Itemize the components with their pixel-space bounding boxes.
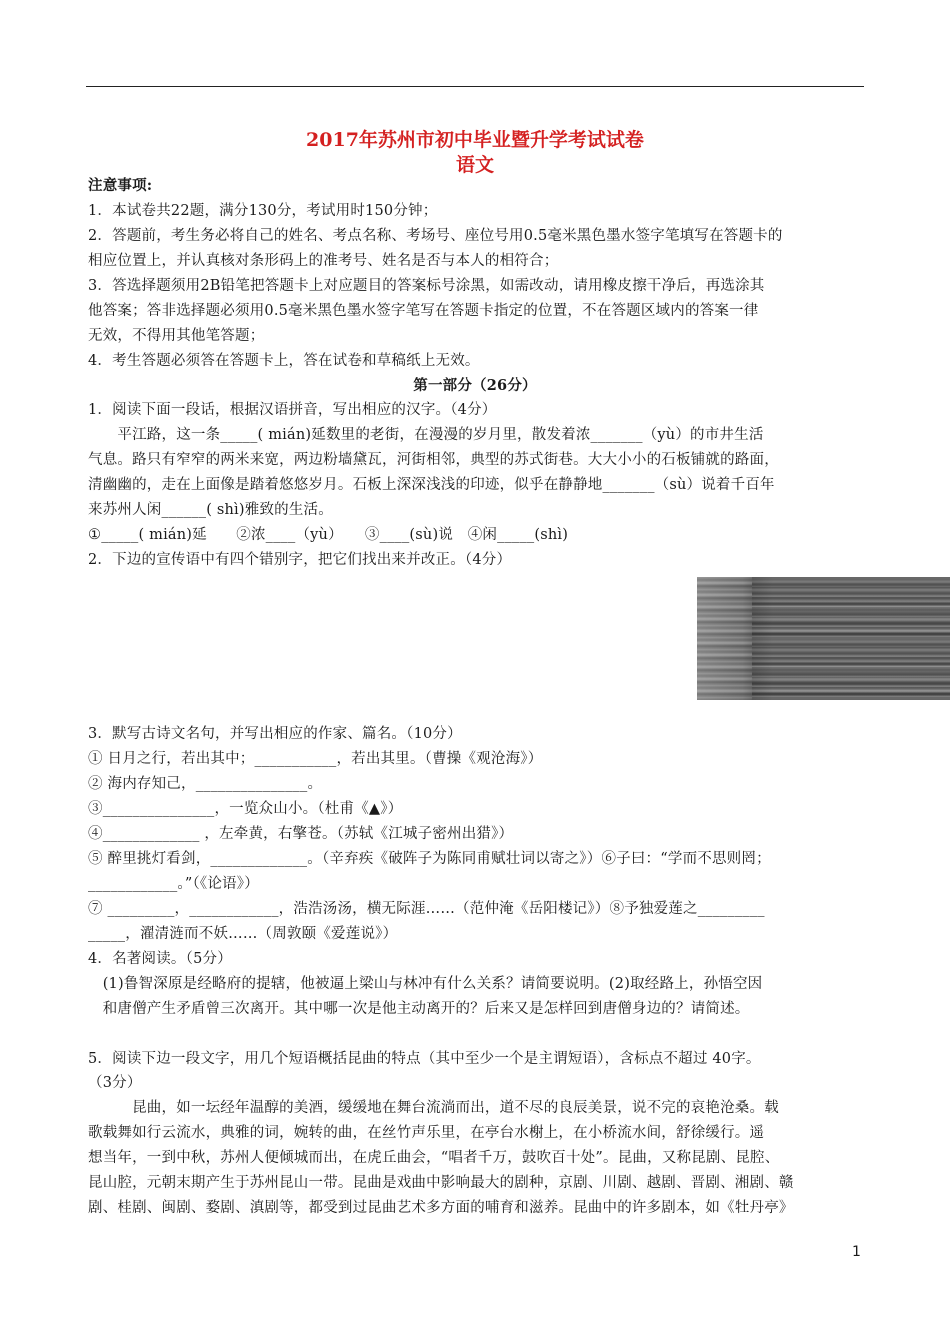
part1-heading: 第一部分（26分） bbox=[413, 377, 537, 394]
question-line: ④_____________ ，左牵黄，右擎苍。（苏轼《江城子密州出猎》） bbox=[88, 826, 514, 842]
question-line: ⑦ _________，____________，浩浩汤汤，横无际涯……（范仲淹《岳阳楼记》）⑧予独爱莲之_________ bbox=[88, 901, 765, 917]
notice-line: 无效，不得用其他笔答题； bbox=[88, 328, 265, 344]
notice-line: 他答案；答非选择题必须用0.5毫米黑色墨水签字笔写在答题卡指定的位置，不在答题区域内的答案一律 bbox=[88, 303, 759, 319]
question-line: 1．阅读下面一段话，根据汉语拼音，写出相应的汉字。（4分） bbox=[88, 402, 497, 418]
question-line: _____，濯清涟而不妖……（周敦颐《爱莲说》） bbox=[88, 926, 398, 942]
notice-line: 4．考生答题必须答在答题卡上，答在试卷和草稿纸上无效。 bbox=[88, 353, 480, 369]
question-line: ③_______________，一览众山小。（杜甫《▲》） bbox=[88, 801, 403, 817]
notice-heading: 注意事项: bbox=[88, 177, 153, 194]
passage-line: 昆山腔，元朝末期产生于苏州昆山一带。昆曲是戏曲中影响最大的剧种，京剧、川剧、越剧、晋剧、湘剧、赣 bbox=[88, 1175, 794, 1191]
question-line: ____________。”（《论语》） bbox=[88, 876, 259, 892]
page-number: 1 bbox=[852, 1244, 861, 1260]
question-line: 3．默写古诗文名句，并写出相应的作家、篇名。（10分） bbox=[88, 726, 462, 742]
header-rule bbox=[86, 86, 864, 87]
question-line: 5．阅读下边一段文字，用几个短语概括昆曲的特点（其中至少一个是主谓短语），含标点不超过 40字。 bbox=[88, 1051, 761, 1067]
question-line: ⑤ 醉里挑灯看剑，_____________。（辛弃疾《破阵子为陈同甫赋壮词以寄之》）⑥子曰：“学而不思则罔； bbox=[88, 851, 771, 867]
passage-line: 昆曲，如一坛经年温醇的美酒，缓缓地在舞台流淌而出，道不尽的良辰美景，说不完的哀艳沧桑。载 bbox=[88, 1100, 779, 1116]
exam-subject: 语文 bbox=[455, 154, 494, 176]
question-line: ① 日月之行，若出其中；___________，若出其里。（曹操《观沧海》） bbox=[88, 751, 543, 767]
question-line: ② 海内存知己，_______________。 bbox=[88, 776, 323, 792]
question-line: 和唐僧产生矛盾曾三次离开。其中哪一次是他主动离开的？后来又是怎样回到唐僧身边的？请简述。 bbox=[88, 1001, 750, 1017]
passage-line: 剧、桂剧、闽剧、婺剧、滇剧等，都受到过昆曲艺术多方面的哺育和滋养。昆曲中的许多剧本，如《牡丹亭》 bbox=[88, 1200, 794, 1216]
notice-line: 相应位置上，并认真核对条形码上的准考号、姓名是否与本人的相符合； bbox=[88, 253, 559, 269]
question-line: ①_____( mián)延 ②浓____（yù） ③____(sù)说 ④闲_____(shì) bbox=[88, 527, 569, 543]
question-line: 气息。路只有窄窄的两米来宽，两边粉墙黛瓦，河街相邻，典型的苏式街巷。大大小小的石板铺就的路面， bbox=[88, 452, 779, 468]
notice-line: 1．本试卷共22题，满分130分，考试用时150分钟； bbox=[88, 203, 438, 219]
question-line: （3分） bbox=[88, 1075, 142, 1091]
notice-line: 3．答选择题须用2B铅笔把答题卡上对应题目的答案标号涂黑，如需改动，请用橡皮擦干净后，再选涂其 bbox=[88, 278, 765, 294]
question-line: 4．名著阅读。（5分） bbox=[88, 951, 232, 967]
question-line: (1)鲁智深原是经略府的提辖，他被逼上梁山与林冲有什么关系？请简要说明。(2)取经路上，孙悟空因 bbox=[88, 976, 763, 992]
exam-title: 2017年苏州市初中毕业暨升学考试试卷 bbox=[306, 129, 644, 151]
passage-line: 想当年，一到中秋，苏州人便倾城而出，在虎丘曲会，“唱者千万，鼓吹百十处”。昆曲，又称昆剧、昆腔、 bbox=[88, 1150, 780, 1166]
question-line: 清幽幽的，走在上面像是踏着悠悠岁月。石板上深深浅浅的印迹，似乎在静静地_______（sù）说着千百年 bbox=[88, 477, 775, 493]
question-line: 来苏州人闲______( shì)雅致的生活。 bbox=[88, 502, 333, 518]
slogan-image bbox=[697, 577, 950, 700]
question-line: 2．下边的宣传语中有四个错别字，把它们找出来并改正。（4分） bbox=[88, 552, 512, 568]
notice-line: 2．答题前，考生务必将自己的姓名、考点名称、考场号、座位号用0.5毫米黑色墨水签字笔填写在答题卡的 bbox=[88, 228, 783, 244]
passage-line: 歌载舞如行云流水，典雅的词，婉转的曲，在丝竹声乐里，在亭台水榭上，在小桥流水间，舒徐缓行。遥 bbox=[88, 1125, 765, 1141]
question-line: 平江路，这一条_____( mián)延数里的老街，在漫漫的岁月里，散发着浓_______（yù）的市井生活 bbox=[88, 427, 764, 443]
